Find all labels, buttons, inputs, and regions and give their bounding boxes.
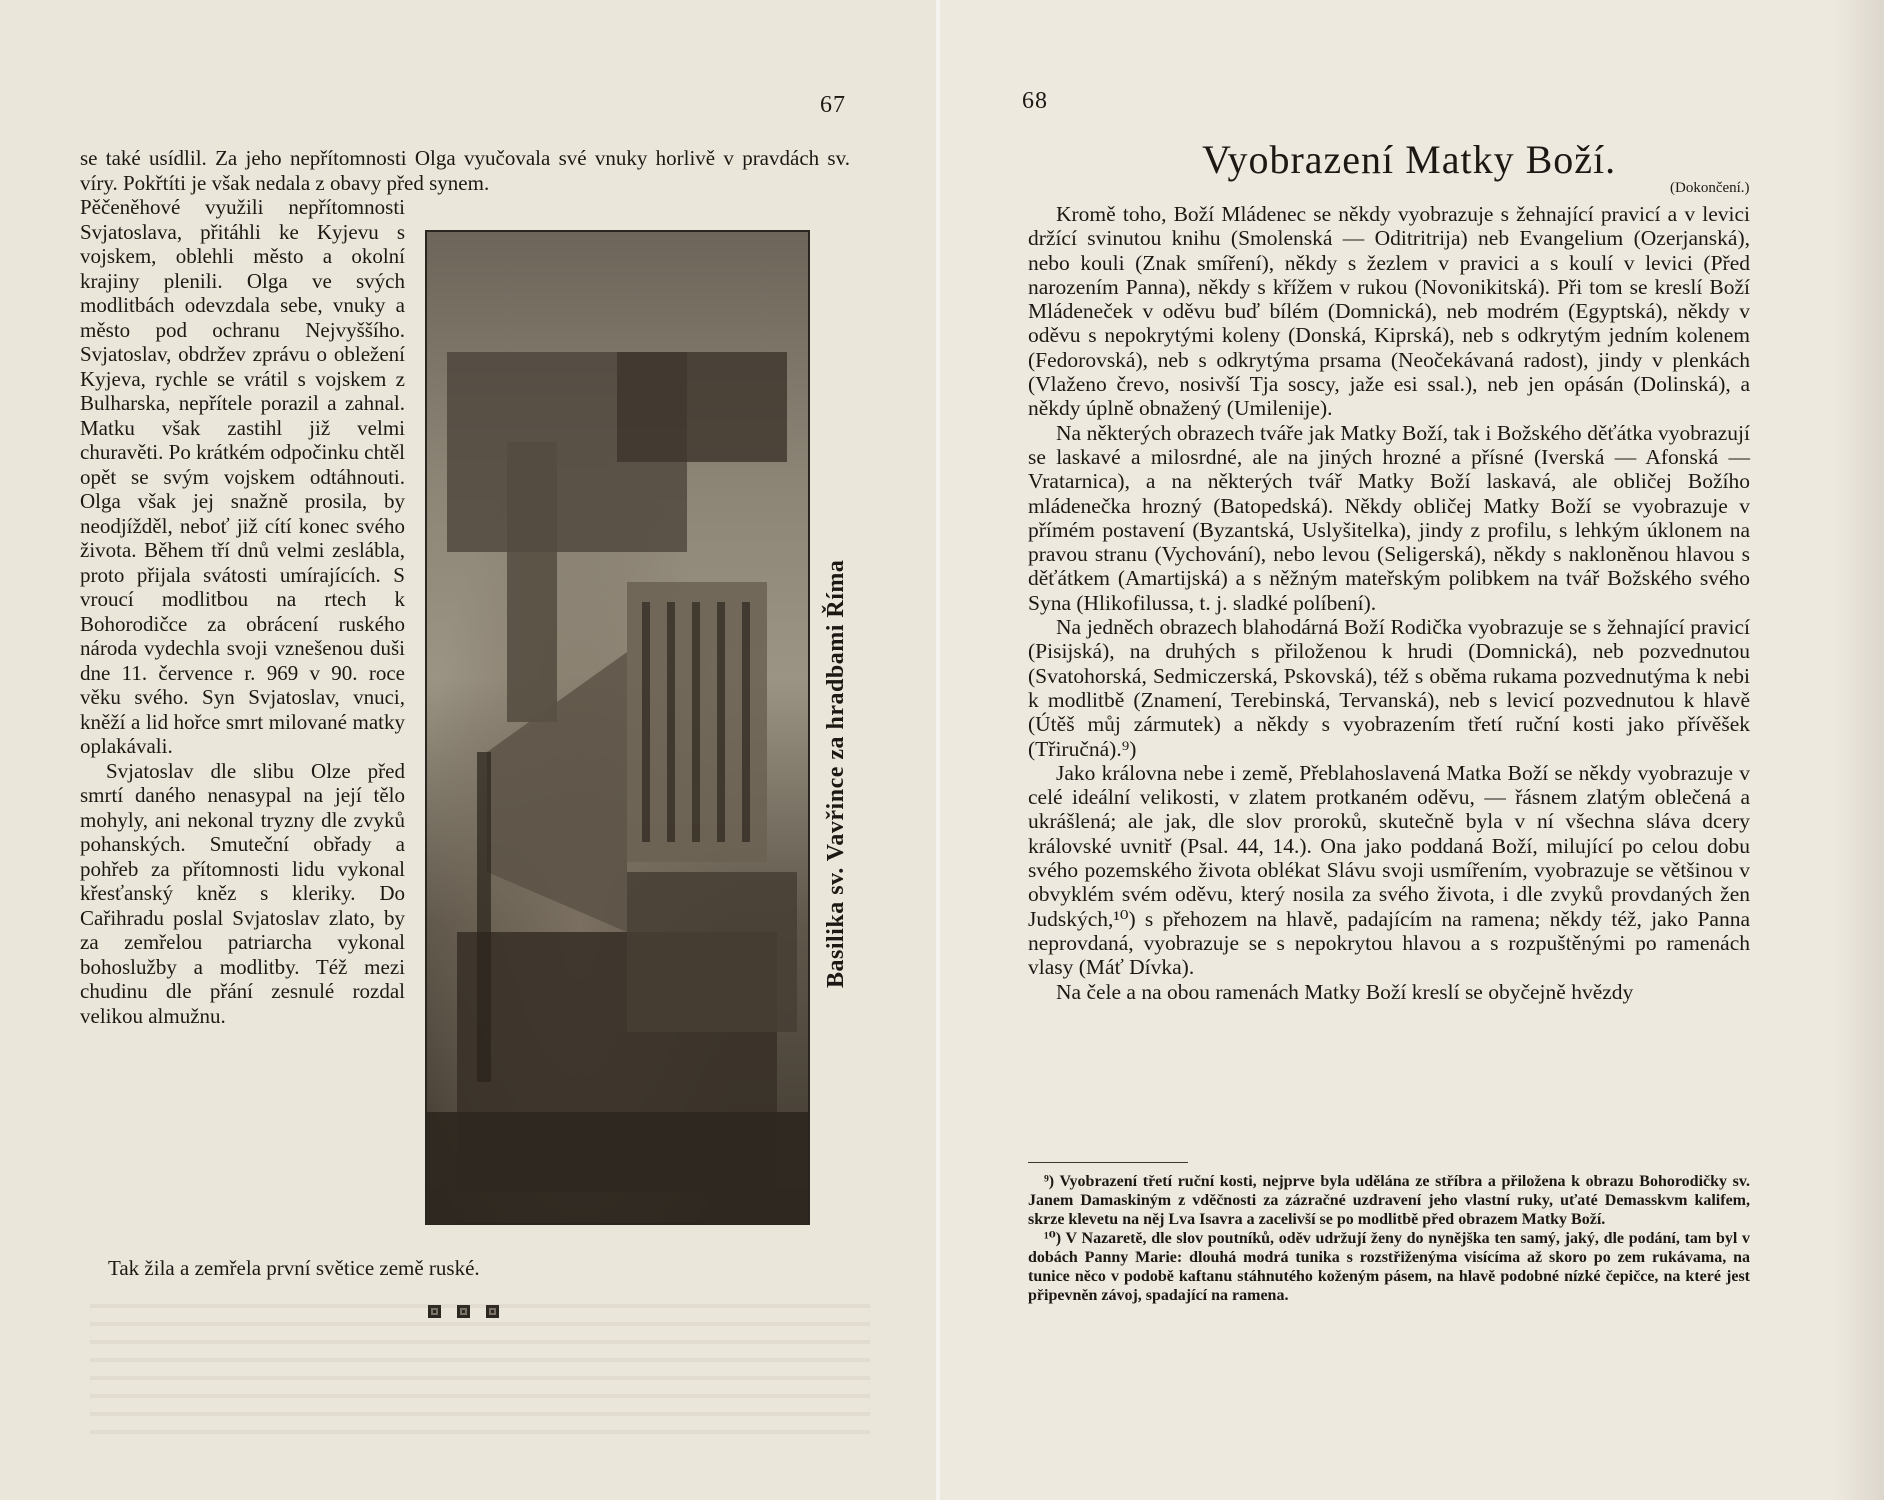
article-title: Vyobrazení Matky Boží. [1202,137,1617,182]
right-paragraph-1: Kromě toho, Boží Mládenec se někdy vyobrazuje s žehnající pravicí a v levici držící svinutou knihu (Smolenská — Oditritrija) neb Evangelium (Ozerjanská), nebo kouli (Znak smíření), někdy s žezlem v pravici a s koulí v levici (Před narozením Panna), někdy s křížem v rukou (Novonikitská). Při tom se kreslí Boží Mládeneček v oděvu buď bílém (Domnická), neb modrém (Egyptská), někdy v oděvu s nepokrytými koleny (Donská, Kiprská), neb s odkrytým jedním kolenem (Fedorovská), neb s odkrytýma prsama (Neočekávaná radost), jindy v plenkách (Vlaženo črevo, nosivší Tja soscy, jaže esi ssal.), neb jen opásán (Dolinská), a někdy úplně obnažený (Umilenije). [1028,202,1750,421]
basilica-photograph [425,230,810,1225]
left-paragraph-1: Pěčeněhové využili nepřítomnosti Svjatoslava, přitáhli ke Kyjevu s vojskem, oblehli město a okolní krajiny plenili. Olga ve svých modlitbách odevzdala sebe, vnuky a město pod ochranu Nejvyššího. Svjatoslav, obdržev zprávu o obležení Kyjeva, rychle se vrátil s vojskem z Bulharska, nepřítele porazil a zahnal. Matku však zastihl již velmi churavěti. Po krátkém odpočinku chtěl opět se svým vojskem odtáhnouti. Olga však jej snažně prosila, by neodjížděl, neboť již cítí konec svého života. Během tří dnů velmi zeslábla, proto přijala svátosti umírajících. S vroucí modlitbou na rtech k Bohorodičce za obrácení ruského národa vydechla svoji vznešenou duši dne 11. července r. 969 v 90. roce věku svého. Syn Svjatoslav, vnuci, kněží a lid hořce smrt milované matky oplakávali. [80,195,405,758]
title-note: (Dokončení.) [1670,180,1750,196]
right-paragraph-3: Na jedněch obrazech blahodárná Boží Rodička vyobrazuje se s žehnající pravicí (Pisijská), na druhých s přiloženou k hrudi (Domnická), neb pozvednutou (Svatohorská, Sedmiczerská, Pskovská), též s oběma rukama pozvednutýma k nebi k modlitbě (Znamení, Terebinská, Tervanská), neb s levicí pozvednutou k hlavě (Útěš můj zármutek) a někdy s vyobrazením třetí ruční kosti jako přívěšek (Třiručná).⁹) [1028,615,1750,761]
left-intro-text [80,146,850,195]
left-paragraph-2: Svjatoslav dle slibu Olze před smrtí daného nenasypal na její tělo mohyly, ani nekonal tryzny dle zvyků pohanských. Smuteční obřady a pohřeb za přítomnosti lidu vykonal křesťanský kněz s kleriky. Do Cařihradu poslal Svjatoslav zlato, by za zemřelou patriarcha vykonal bohoslužby a modlitby. Též mezi chudinu dle přání zesnulé rozdal velikou almužnu. [80,758,405,1028]
footnote-9: ⁹) Vyobrazení třetí ruční kosti, nejprve byla udělána ze stříbra a přiložena k obrazu Bohorodičky sv. Janem Damaskiným z vděčnosti za zázračné uzdravení jeho vlastní ruky, uťaté Demasskvm kalifem, skrze klevetu na něj Lva Isavra a zacelivší se po modlitbě před obrazem Matky Boží. [1028,1173,1750,1228]
right-paragraph-2: Na některých obrazech tváře jak Matky Boží, tak i Božského děťátka vyobrazují se laskavé a milosrdné, ale na jiných hrozné a přísné (Iverská — Afonská — Vratarnica), a na některých tvář Matky Boží laskavá, ale obličej Božího mládenečka hrozný (Batopedská). Někdy obličej Matky Boží se vyobrazuje v přímém postavení (Byzantská, Uslyšitelka), jindy z profilu, s lehkým úklonem na pravou stranu (Vychování), nebo levou (Seligerská), někdy s nakloněnou hlavou s děťátkem (Amartijská) a s něžným mateřským polibkem na tvář Božského svého Syna (Hlikofilussa, t. j. sladké políbení). [1028,420,1750,615]
left-column-text [80,195,405,1028]
bleed-through [90,1290,870,1440]
right-paragraph-5: Na čele a na obou ramenách Matky Boží kreslí se obyčejně hvězdy [1056,979,1634,1004]
closing-line: Tak žila a zemřela první světice země ruské. [108,1256,480,1280]
page-edge-shadow [1834,0,1884,1500]
figure-caption: Basilika sv. Vavřince za hradbami Říma [823,559,849,988]
left-intro-paragraph: se také usídlil. Za jeho nepřítomnosti Olga vyučovala své vnuky horlivě v pravdách sv. víry. Pokřtíti je však nedala z obavy před synem. [80,146,850,195]
basilica-photo-illustration [427,232,808,1223]
footnote-rule [1028,1162,1188,1163]
right-paragraph-4: Jako královna nebe i země, Přeblahoslavená Matka Boží se někdy vyobrazuje v celé ideální velikosti, v zlatem protkaném oděvu, — řásnem zlatým oblečená a ukrášlená; ale jak, dle slov proroků, skutečně byla v ní všechna sláva dcery královské uvnitř (Psal. 44, 14.). Ona jako poddaná Boží, milující po celou dobu svého pozemského života oblékat Slávu svoji usmířením, vyobrazuje se většinou v obvyklém svém oděvu, který nosila za svého života, i dle zvyků provdaných žen Judských,¹⁰) s přehozem na hlavě, padajícím na ramena; někdy též, jako Panna neprovdaná, vyobrazuje se s nepokrytou hlavou a s rozpuštěnými po ramenách vlasy (Máť Dívka). [1028,760,1750,980]
right-body-text [1028,202,1750,1004]
left-page [0,0,936,1500]
page-number-left: 67 [820,92,846,118]
footnotes [1028,1172,1750,1305]
right-page [940,0,1884,1500]
page-number-right: 68 [1022,88,1048,114]
footnote-10: ¹⁰) V Nazaretě, dle slov poutníků, oděv udržují ženy do nynějška ten samý, jaký, dle podání, tam byl v dobách Panny Marie: dlouhá modrá tunika s rozstřiženýma visícíma až skoro po zem rukávama, na tunice něco v podobě kaftanu stáhnutého koženým pásem, na hlavě podobné nízké čepičce, na které jest připevněn závoj, spadající na ramena. [1028,1230,1750,1304]
